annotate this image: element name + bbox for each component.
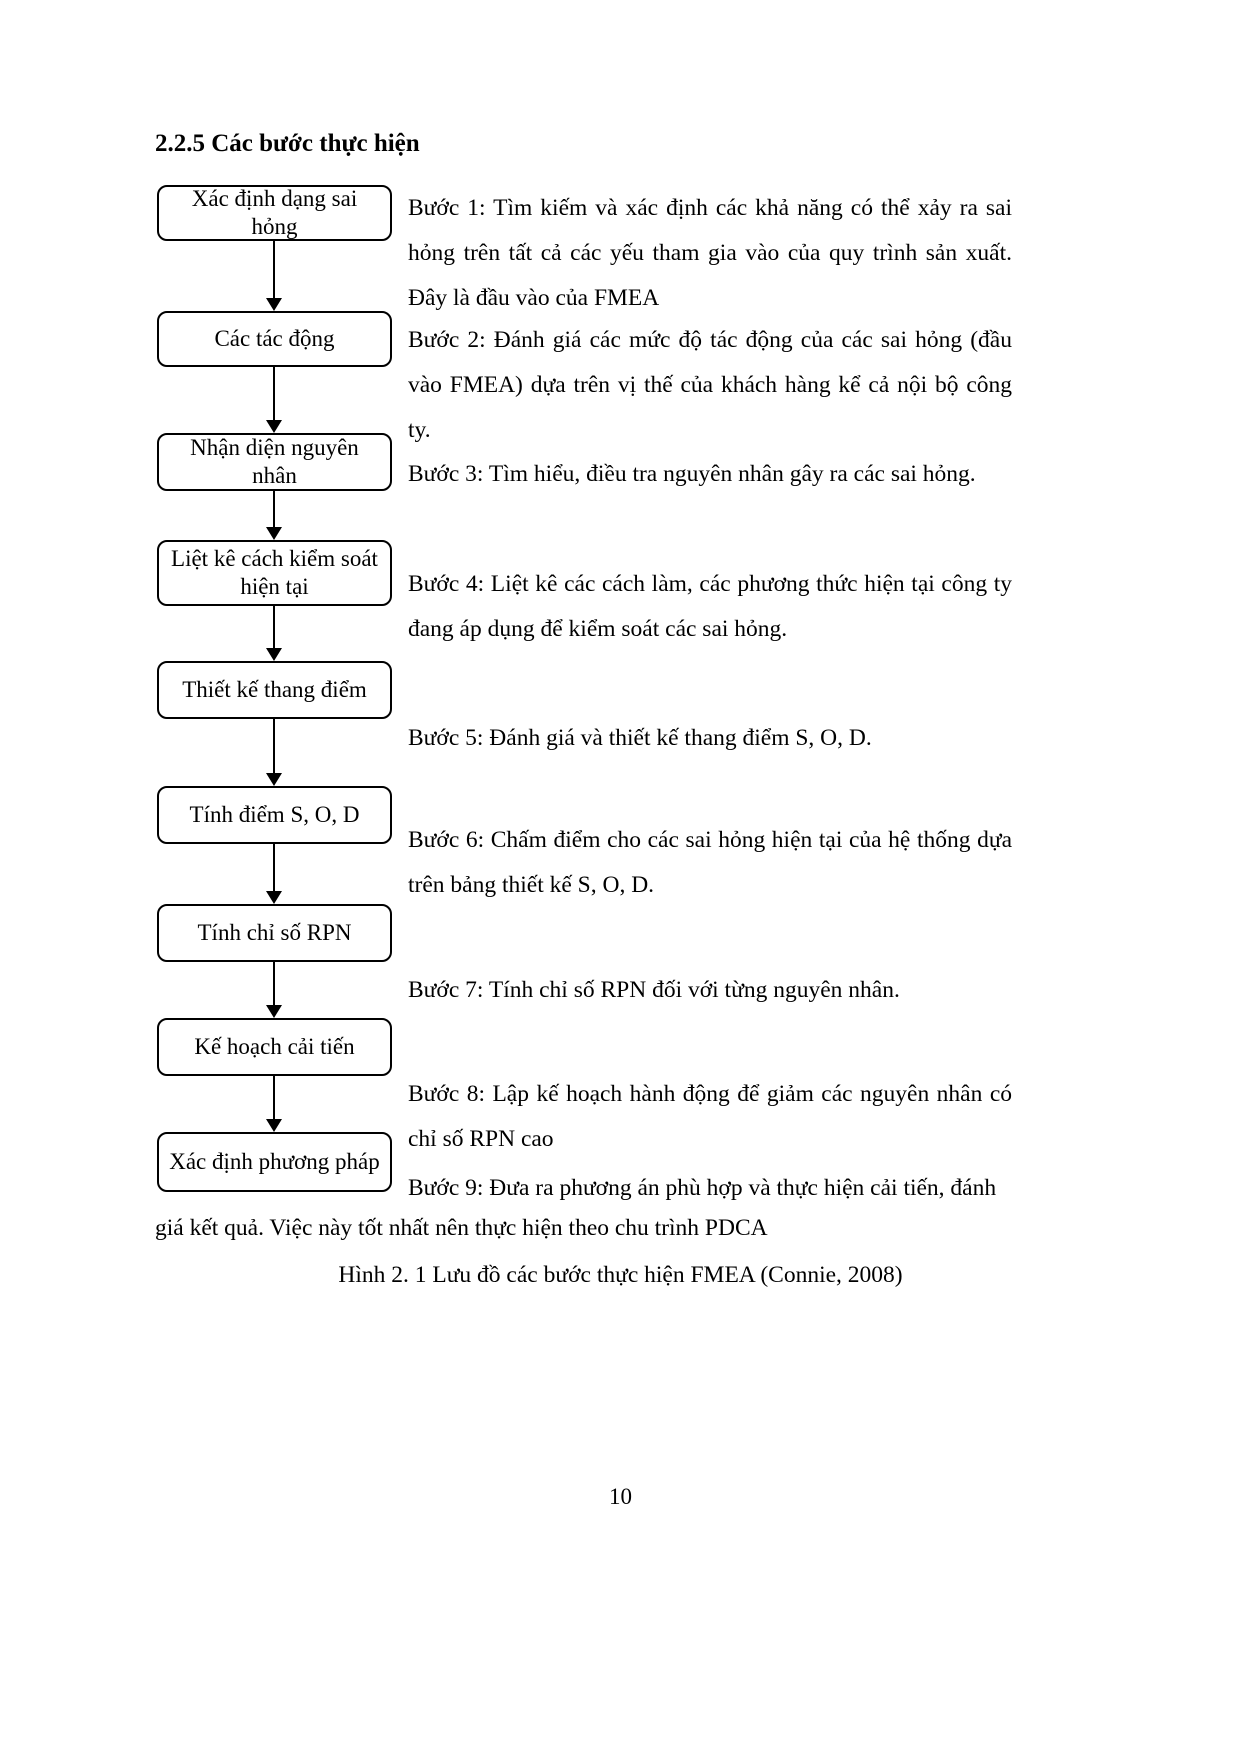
flow-box-label: Các tác động [214, 326, 335, 351]
step-4-text: Bước 4: Liệt kê các cách làm, các phương thức hiện tại công ty đang áp dụng để kiểm soát các sai hỏng. [408, 571, 1012, 642]
step-1-text: Bước 1: Tìm kiếm và xác định các khả năng có thể xảy ra sai hỏng trên tất cả các yếu tham gia vào của quy trình sản xuất. Đây là đầu vào của FMEA [408, 195, 1012, 311]
flow-box-step-1 [157, 185, 392, 241]
step-6-text: Bước 6: Chấm điểm cho các sai hỏng hiện tại của hệ thống dựa trên bảng thiết kế S, O, D. [408, 827, 1012, 898]
flow-box-label: Xác định dạng sai hỏng [191, 186, 358, 239]
flow-box-step-9 [157, 1132, 392, 1192]
flow-box-label: Tính điểm S, O, D [189, 802, 360, 827]
flow-box-label: Nhận diện nguyên nhân [190, 435, 359, 488]
down-arrow-icon [265, 367, 283, 433]
flow-box-step-4 [157, 540, 392, 606]
flow-box-label: Kế hoạch cải tiến [194, 1034, 355, 1059]
flow-box-label: Tính chỉ số RPN [197, 920, 352, 945]
flow-box-step-7 [157, 904, 392, 962]
step-2-text: Bước 2: Đánh giá các mức độ tác động của các sai hỏng (đầu vào FMEA) dựa trên vị thế của khách hàng kể cả nội bộ công ty. [408, 327, 1012, 443]
down-arrow-icon [265, 962, 283, 1018]
page-number: 10 [609, 1484, 632, 1509]
step-5-text: Bước 5: Đánh giá và thiết kế thang điểm S, O, D. [408, 725, 872, 751]
flow-box-label: Xác định phương pháp [169, 1149, 380, 1174]
figure-caption: Hình 2. 1 Lưu đồ các bước thực hiện FMEA (Connie, 2008) [338, 1262, 903, 1288]
step-8-text: Bước 8: Lập kế hoạch hành động để giảm các nguyên nhân có chỉ số RPN cao [408, 1081, 1012, 1152]
step-3-text: Bước 3: Tìm hiểu, điều tra nguyên nhân gây ra các sai hỏng. [408, 461, 976, 487]
step-9-text: Bước 9: Đưa ra phương án phù hợp và thực hiện cải tiến, đánh [408, 1175, 997, 1201]
step-7-text: Bước 7: Tính chỉ số RPN đối với từng nguyên nhân. [408, 977, 900, 1003]
down-arrow-icon [265, 606, 283, 661]
flow-box-step-2 [157, 311, 392, 367]
down-arrow-icon [265, 719, 283, 786]
section-heading: 2.2.5 Các bước thực hiện [155, 130, 420, 157]
flow-box-step-6 [157, 786, 392, 844]
down-arrow-icon [265, 844, 283, 904]
flow-box-step-5 [157, 661, 392, 719]
step-9-continuation-text: giá kết quả. Việc này tốt nhất nên thực hiện theo chu trình PDCA [155, 1215, 768, 1241]
down-arrow-icon [265, 1076, 283, 1132]
flow-box-step-3 [157, 433, 392, 491]
down-arrow-icon [265, 241, 283, 311]
flow-box-label: Liệt kê cách kiểm soát hiện tại [171, 546, 378, 599]
flow-box-step-8 [157, 1018, 392, 1076]
down-arrow-icon [265, 491, 283, 540]
flow-box-label: Thiết kế thang điểm [182, 677, 367, 702]
